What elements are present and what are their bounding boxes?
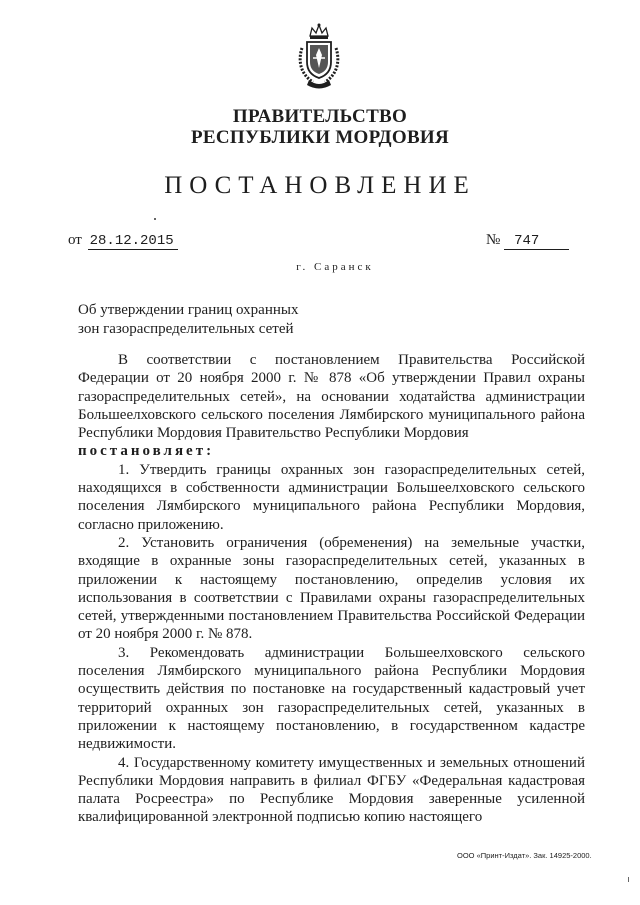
- item-2-paragraph: 2. Установить ограничения (обременения) на земельные участки, входящие в охранные зоны газораспределительных сетей, указанных в приложении к настоящему постановлению, определив условия их использования в соответствии с Правилами охраны газораспределительных сетей, утвержденными постановлением Правительства Российской Федерации от 20 ноября 2000 г. № 878.: [78, 534, 585, 643]
- scan-speck: [628, 877, 629, 882]
- item-3-paragraph: 3. Рекомендовать администрации Большеелховского сельского поселения Лямбирского муниципального района Республики Мордовия осуществить действия по постановке на государственный кадастровый учет территорий охранных зон газораспределительных сетей, указанных в приложении к настоящему постановлению, в государственном кадастре недвижимости.: [78, 644, 585, 753]
- preamble-paragraph: [78, 351, 585, 442]
- document-type: ПОСТАНОВЛЕНИЕ: [164, 172, 476, 199]
- document-number: [486, 232, 569, 249]
- item-4-paragraph: 4. Государственному комитету имущественных и земельных отношений Республики Мордовия направить в филиал ФГБУ «Федеральная кадастровая палата Росреестра» по Республике Мордовия заверенные усиленной квалифицированной электронной подписью копию настоящего: [78, 754, 585, 826]
- date-label: от: [68, 232, 82, 248]
- number-label: №: [486, 232, 501, 248]
- item-1-paragraph: 1. Утвердить границы охранных зон газораспределительных сетей, находящихся в собственности администрации Большеелховского сельского поселения Лямбирского муниципального района Республики Мордовия, согласно приложению.: [78, 461, 585, 533]
- city-line: г. Саранск: [296, 261, 374, 273]
- government-line-2: РЕСПУБЛИКИ МОРДОВИЯ: [190, 127, 450, 148]
- government-line-1: ПРАВИТЕЛЬСТВО: [232, 106, 408, 127]
- government-name: [0, 106, 640, 148]
- date-value: 28.12.2015: [88, 233, 178, 250]
- number-value: 747: [504, 233, 569, 250]
- subject-line-1: Об утверждении границ охранных: [78, 302, 299, 318]
- resolves-word: постановляет:: [78, 443, 215, 460]
- printer-note: ООО «Принт-Издат». Зак. 14925-2000.: [457, 851, 592, 860]
- document-subject: [78, 301, 398, 339]
- resolves-paragraph: [78, 442, 585, 460]
- coat-of-arms-icon: [293, 22, 345, 90]
- subject-line-2: зон газораспределительных сетей: [78, 321, 294, 337]
- preamble-text: В соответствии с постановлением Правительства Российской Федерации от 20 ноября 2000 г. № 878 «Об утверждении Правил охраны газораспределительных сетей», на основании ходатайства администрации Большеелховского сельского поселения Лямбирского муниципального района Республики Мордовия Правительство Республики Мордовия: [78, 352, 585, 442]
- document-date: [68, 232, 178, 249]
- document-body: [78, 351, 585, 827]
- scan-speck: [154, 218, 156, 220]
